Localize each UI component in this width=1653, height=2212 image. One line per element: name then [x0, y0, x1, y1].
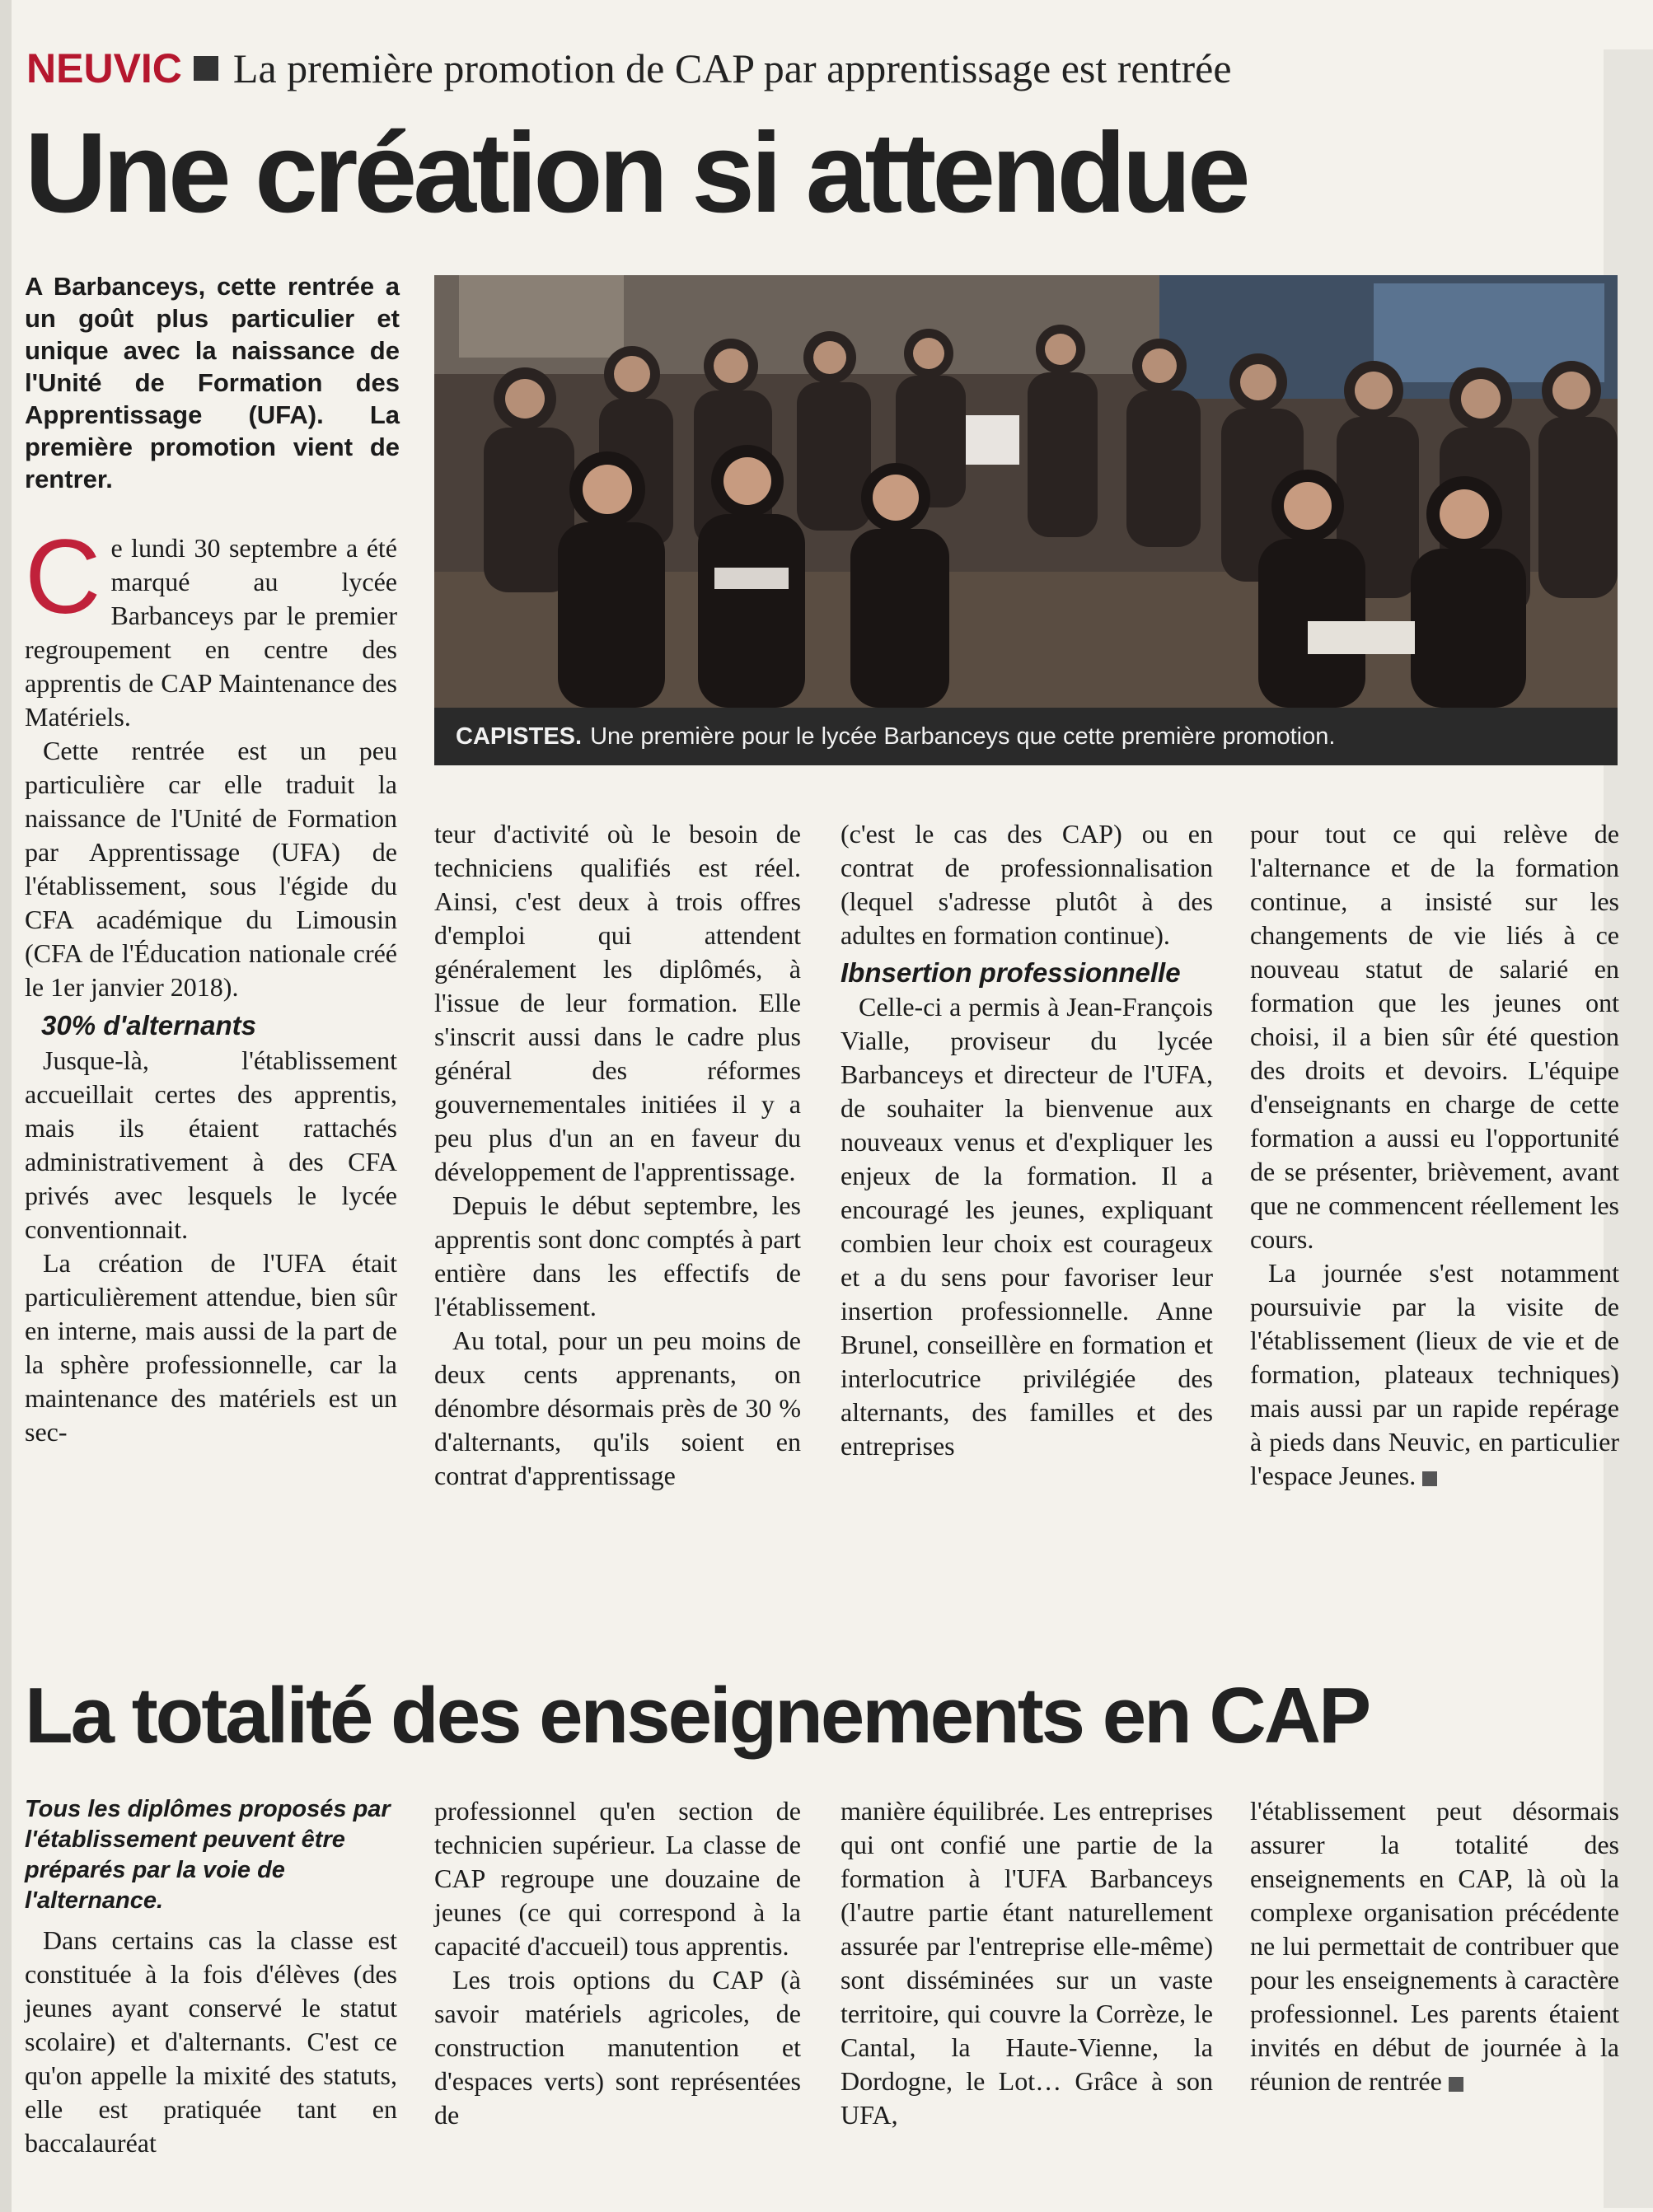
- paragraph: pour tout ce qui relève de l'alternance et de la formation continue, a insisté sur les changements de vie liés à ce nouveau statut de salarié en formation que les jeunes ont choisi, il a bien sûr été question des droits et devoirs. L'équipe d'enseignants en charge de cette formation a aussi eu l'opportunité de se présenter, brièvement, avant que ne commencent réellement les cours.: [1250, 819, 1619, 1254]
- end-of-article-icon: [1449, 2077, 1463, 2092]
- paragraph: Dans certains cas la classe est constituée à la fois d'élèves (des jeunes ayant conservé le statut scolaire) et d'alternants. C'est ce qu'on appelle la mixité des statuts, elle est pratiquée tant en baccalauréat: [25, 1925, 397, 2158]
- paragraph: Depuis le début septembre, les apprentis sont donc comptés à part entière dans les effectifs de l'établissement.: [434, 1190, 801, 1321]
- kicker-location: NEUVIC: [26, 45, 182, 91]
- paragraph: [1250, 1794, 1619, 2098]
- second-article-column-2: [434, 1794, 801, 2132]
- paragraph: Jusque-là, l'établissement accueillait certes des apprentis, mais ils étaient rattachés administrativement à des CFA privés avec lesquels le lycée conventionnait.: [25, 1045, 397, 1244]
- paragraph: [25, 518, 397, 734]
- paragraph: La création de l'UFA était particulièrement attendue, bien sûr en interne, mais aussi de la part de la sphère professionnelle, car la maintenance des matériels est un sec-: [25, 1248, 397, 1447]
- second-article-column-3: [841, 1794, 1213, 2132]
- paragraph-text: e lundi 30 septembre a été marqué au lycée Barbanceys par le premier regroupement en centre des apprentis de CAP Maintenance des Matériels.: [25, 533, 397, 732]
- article-photo: [434, 275, 1618, 708]
- paragraph: [1250, 1256, 1619, 1493]
- page-gutter: [0, 0, 12, 2212]
- paragraph: manière équilibrée. Les entreprises qui ont confié une partie de la formation à l'UFA Barbanceys (l'autre partie étant naturellement assurée par l'entreprise elle-même) sont disséminées sur un vaste territoire, qui couvre la Corrèze, le Cantal, la Haute-Vienne, la Dordogne, le Lot… Grâce à son UFA,: [841, 1796, 1213, 2130]
- paragraph: Cette rentrée est un peu particulière car elle traduit la naissance de l'Unité de Formation par Apprentissage (UFA) de l'établissement, sous l'égide du CFA académique du Limousin (CFA de l'Éducation nationale créé le 1er janvier 2018).: [25, 736, 397, 1002]
- paragraph: Les trois options du CAP (à savoir matériels agricoles, de construction manutention et d'espaces verts) sont représentées de: [434, 1965, 801, 2130]
- section-subheading: 30% d'alternants: [41, 1010, 256, 1041]
- paragraph: professionnel qu'en section de technicien supérieur. La classe de CAP regroupe une douzaine de jeunes (ce qui correspond à la capacité d'accueil) tous apprentis.: [434, 1796, 801, 1961]
- paragraph: teur d'activité où le besoin de techniciens qualifiés est réel. Ainsi, c'est deux à trois offres d'emploi qui attendent généralement les diplômés, à l'issue de leur formation. Elle s'inscrit aussi dans le cadre plus général des réformes gouvernementales initiées il y a peu plus d'un an en faveur du développement de l'apprentissage.: [434, 819, 801, 1186]
- photo-caption-label: CAPISTES.: [456, 723, 583, 750]
- article-column-3: [841, 817, 1213, 1463]
- paragraph-text: La journée s'est notamment poursuivie par la visite de l'établissement (lieux de vie et de formation, plateaux techniques) mais aussi par un rapide repérage à pieds dans Neuvic, en particulier l'espace Jeunes.: [1250, 1258, 1619, 1490]
- drop-cap: C: [25, 518, 101, 636]
- paragraph: (c'est le cas des CAP) ou en contrat de professionnalisation (lequel s'adresse plutôt à des adultes en formation continue).: [841, 819, 1213, 950]
- second-article-headline: La totalité des enseignements en CAP: [25, 1672, 1370, 1760]
- second-article-column-4: [1250, 1794, 1619, 2098]
- photo-caption-text: Une première pour le lycée Barbanceys que cette première promotion.: [590, 723, 1336, 750]
- article-lead: A Barbanceys, cette rentrée a un goût plus particulier et unique avec la naissance de l'Unité de Formation des Apprentissage (UFA). La première promotion vient de rentrer.: [25, 272, 400, 493]
- paragraph-text: l'établissement peut désormais assurer la totalité des enseignements en CAP, là où la complexe organisation précédente ne lui permettait de contribuer que pour les enseignements à caractère professionnel. Les parents étaient invités en début de journée à la réunion de rentrée: [1250, 1796, 1619, 2096]
- paragraph: Celle-ci a permis à Jean-François Vialle, proviseur du lycée Barbanceys et directeur de l'UFA, de souhaiter la bienvenue aux nouveaux venus et d'expliquer les enjeux de la formation. Il a encouragé les jeunes, expliquant combien leur choix est courageux et a du sens pour favoriser leur insertion professionnelle. Anne Brunel, conseillère en formation et interlocutrice privilégiée des alternants, des familles et des entreprises: [841, 992, 1213, 1461]
- photo-caption: [434, 708, 1618, 765]
- section-subheading: Ibnsertion professionnelle: [841, 957, 1181, 988]
- classroom-photo-illustration: [434, 275, 1618, 708]
- article-column-2: [434, 817, 801, 1493]
- kicker-subtitle: La première promotion de CAP par apprentissage est rentrée: [232, 45, 1232, 91]
- kicker-square-icon: [194, 56, 218, 81]
- article-column-1: [25, 518, 397, 1449]
- article-column-4: [1250, 817, 1619, 1493]
- second-article-lead: Tous les diplômes proposés par l'établissement peuvent être préparés par la voie de l'alternance.: [25, 1796, 391, 1914]
- article-headline: Une création si attendue: [25, 110, 1247, 236]
- end-of-article-icon: [1422, 1471, 1437, 1486]
- article-kicker: [26, 40, 1617, 97]
- second-article-column-1: [25, 1924, 397, 2160]
- paragraph: Au total, pour un peu moins de deux cents apprenants, on dénombre désormais près de 30 % d'alternants, qu'ils soient en contrat d'apprentissage: [434, 1326, 801, 1490]
